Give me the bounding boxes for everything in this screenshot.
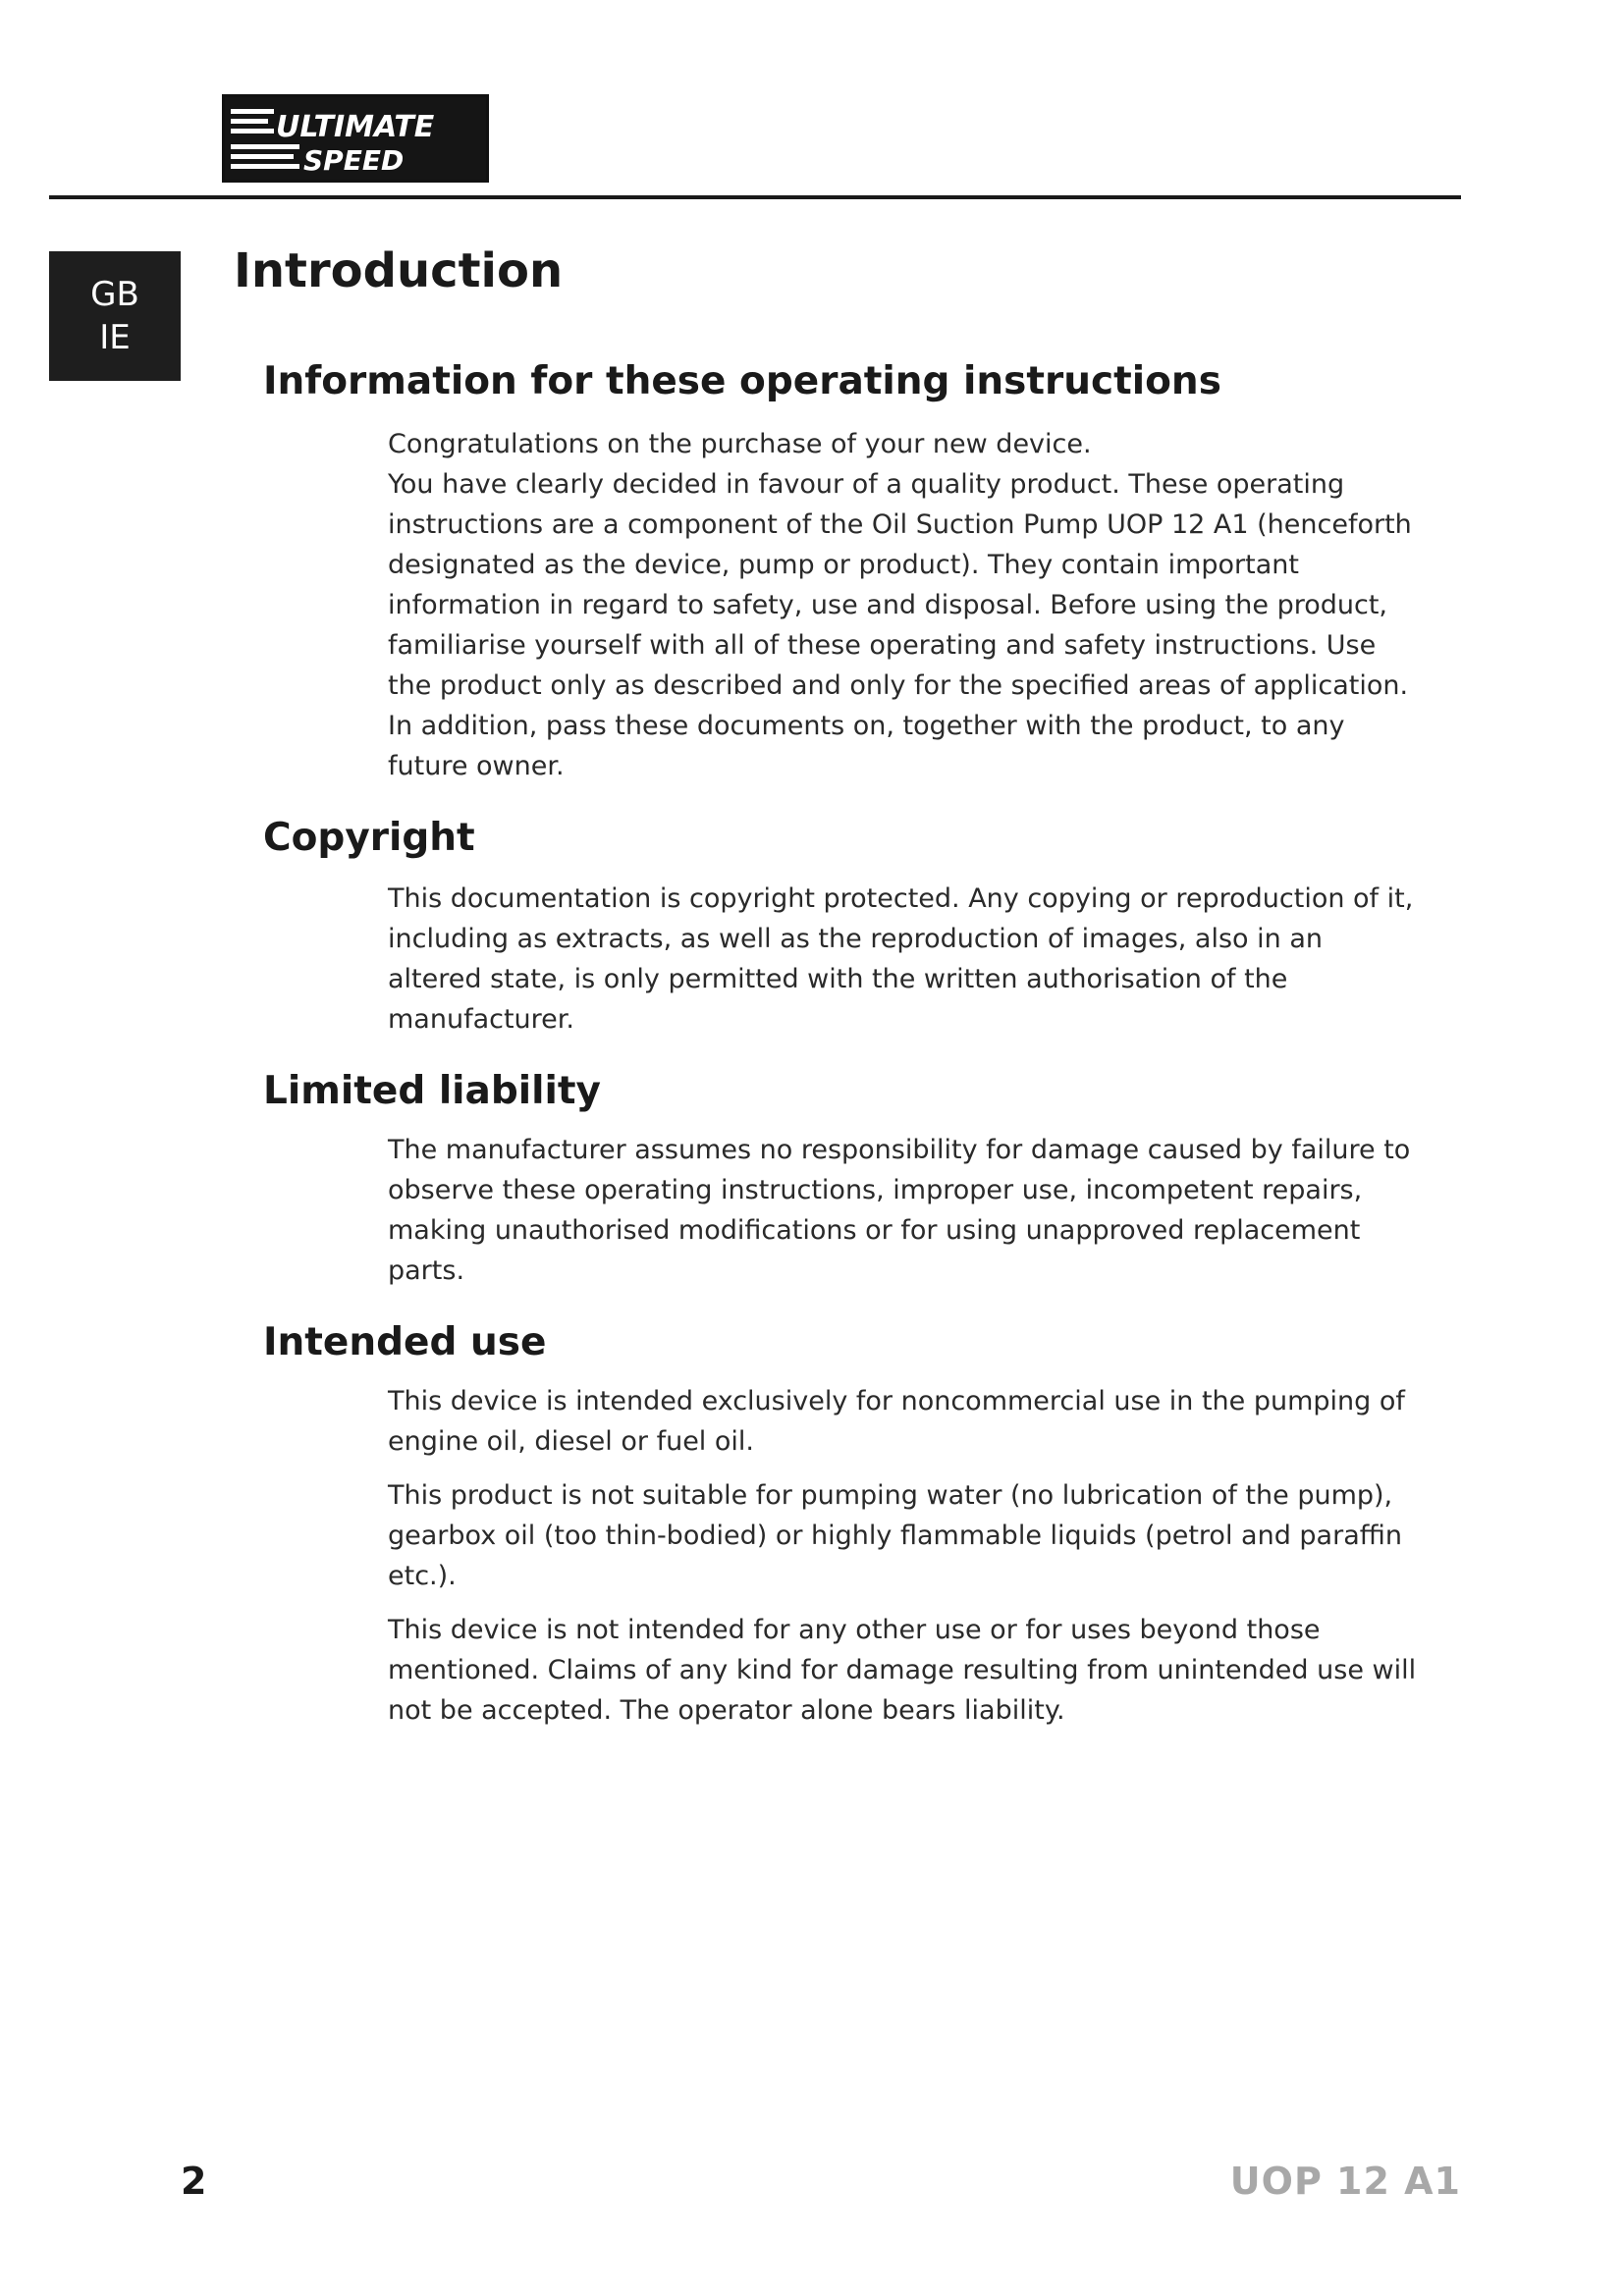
paragraph: This product is not suitable for pumping water (no lubrication of the pump), gearbox oil (too thin-bodied) or highly flammable liquids (petrol and paraffin etc.). xyxy=(388,1480,1402,1591)
model-number: UOP 12 A1 xyxy=(1229,2160,1461,2203)
section-limited-liability xyxy=(263,1067,1412,1291)
section-heading: Information for these operating instructions xyxy=(263,359,1221,403)
paragraph: The manufacturer assumes no responsibility for damage caused by failure to observe these operating instructions, improper use, incompetent repairs, making unauthorised modifications or for using unapproved replacement parts. xyxy=(388,1135,1411,1286)
logo-text-speed: SPEED xyxy=(303,144,405,177)
paragraph: This device is intended exclusively for noncommercial use in the pumping of engine oil, diesel or fuel oil. xyxy=(388,1386,1405,1457)
section-copyright xyxy=(263,814,1412,1040)
header-divider xyxy=(49,195,1461,199)
paragraph: You have clearly decided in favour of a quality product. These operating instructions are a component of the Oil Suction Pump UOP 12 A1 (henceforth designated as the device, pump or product). They contain important information in regard to safety, use and disposal. Before using the product, familiarise yourself with all of these operating and safety instructions. Use the product only as described and only for the specified areas of application. In addition, pass these documents on, together with the product, to any future owner. xyxy=(388,469,1412,781)
page-title: Introduction xyxy=(234,243,564,298)
document-content xyxy=(263,357,1417,1731)
language-code-gb: GB xyxy=(90,275,139,314)
section-information xyxy=(263,357,1412,786)
paragraph: Congratulations on the purchase of your new device. xyxy=(388,429,1092,459)
page-number: 2 xyxy=(181,2160,207,2203)
section-intended-use xyxy=(263,1318,1417,1731)
language-tab xyxy=(49,251,181,381)
section-heading: Copyright xyxy=(263,816,475,860)
paragraph: This device is not intended for any other use or for uses beyond those mentioned. Claims of any kind for damage resulting from unintended use will not be accepted. The operator alone bears liability. xyxy=(388,1615,1417,1726)
section-heading: Limited liability xyxy=(263,1069,601,1113)
language-code-ie: IE xyxy=(99,318,131,357)
section-heading: Intended use xyxy=(263,1320,547,1364)
brand-logo xyxy=(222,94,489,183)
logo-text-ultimate: ULTIMATE xyxy=(276,110,435,144)
paragraph: This documentation is copyright protected. Any copying or reproduction of it, including as extracts, as well as the reproduction of images, also in an altered state, is only permitted with the written authorisation of the manufacturer. xyxy=(388,883,1414,1035)
